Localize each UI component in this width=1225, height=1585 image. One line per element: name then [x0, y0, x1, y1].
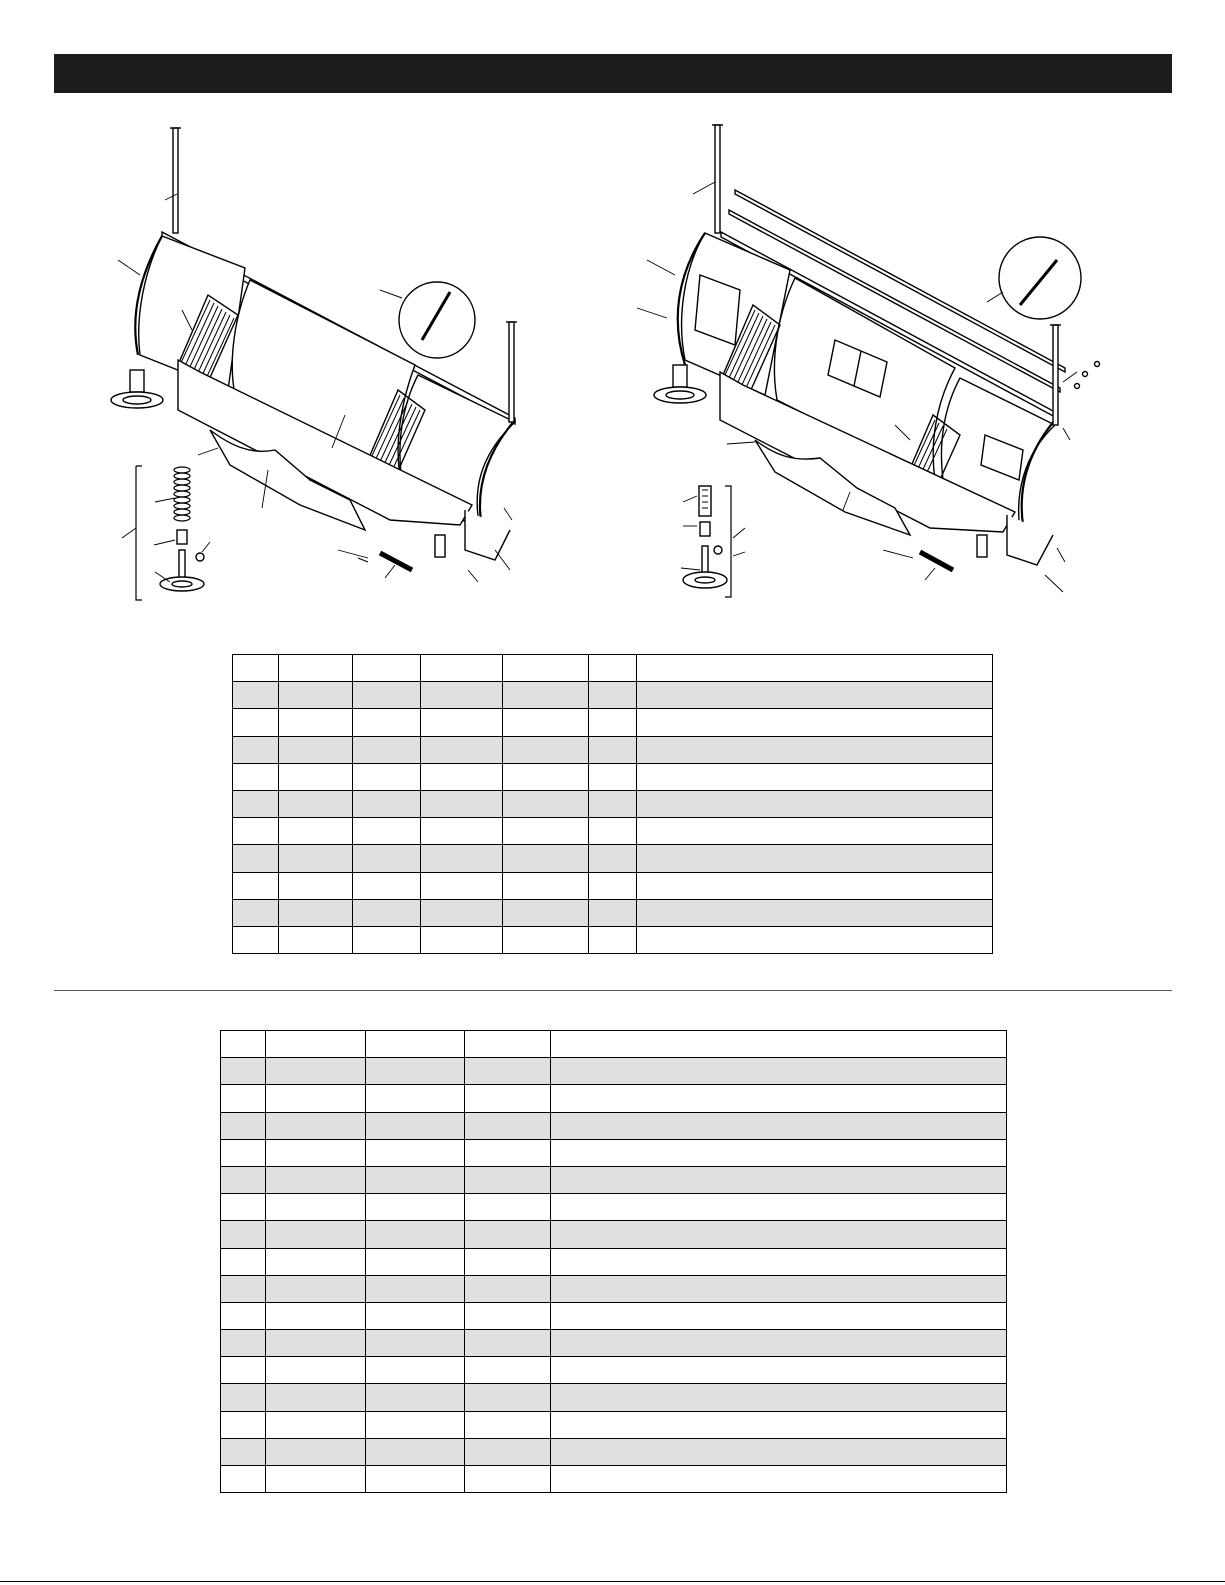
table-cell: [465, 1411, 551, 1438]
table-cell: [421, 736, 503, 763]
table-row: [221, 1248, 1007, 1275]
table-cell: [503, 655, 589, 682]
table-cell: [221, 1302, 266, 1329]
table-cell: [266, 1411, 366, 1438]
table-cell: [266, 1166, 366, 1193]
table-cell: [589, 763, 637, 790]
table-cell: [266, 1438, 366, 1465]
table-cell: [465, 1221, 551, 1248]
table-cell: [221, 1058, 266, 1085]
table-cell: [266, 1275, 366, 1302]
table-cell: [266, 1058, 366, 1085]
table-cell: [221, 1112, 266, 1139]
table-cell: [551, 1248, 1007, 1275]
table-cell: [465, 1357, 551, 1384]
table-cell: [366, 1248, 465, 1275]
table-cell: [465, 1302, 551, 1329]
table-cell: [233, 709, 279, 736]
parts-table-2: [220, 1030, 1007, 1493]
table-cell: [366, 1438, 465, 1465]
table-cell: [366, 1411, 465, 1438]
table-cell: [551, 1085, 1007, 1112]
table-cell: [221, 1139, 266, 1166]
parts-table-1: [232, 654, 993, 954]
table-cell: [421, 709, 503, 736]
left-marker-rod: [712, 125, 723, 233]
table-cell: [266, 1248, 366, 1275]
table-row: [221, 1058, 1007, 1085]
table-cell: [353, 845, 421, 872]
table-row: [221, 1166, 1007, 1193]
table-cell: [503, 682, 589, 709]
table-cell: [221, 1221, 266, 1248]
shoe-left: [654, 365, 706, 403]
table-cell: [589, 790, 637, 817]
table-cell: [366, 1384, 465, 1411]
table-cell: [279, 709, 353, 736]
shoe-left: [111, 370, 163, 408]
table-cell: [233, 655, 279, 682]
table-cell: [266, 1085, 366, 1112]
table-row: [221, 1330, 1007, 1357]
table-row: [221, 1357, 1007, 1384]
table-cell: [266, 1330, 366, 1357]
table-cell: [465, 1466, 551, 1493]
table-cell: [465, 1438, 551, 1465]
table-cell: [221, 1438, 266, 1465]
table-cell: [353, 926, 421, 953]
table-cell: [221, 1330, 266, 1357]
hinge-pin: [920, 552, 953, 570]
table-cell: [366, 1302, 465, 1329]
table-cell: [503, 872, 589, 899]
table-cell: [421, 845, 503, 872]
table-cell: [266, 1221, 366, 1248]
table-cell: [266, 1357, 366, 1384]
table-cell: [637, 655, 993, 682]
table-cell: [366, 1330, 465, 1357]
table-cell: [551, 1466, 1007, 1493]
table-cell: [551, 1275, 1007, 1302]
table-cell: [503, 790, 589, 817]
table-cell: [279, 763, 353, 790]
table-cell: [279, 845, 353, 872]
table-cell: [589, 872, 637, 899]
table-cell: [503, 709, 589, 736]
table-cell: [421, 926, 503, 953]
table-cell: [279, 736, 353, 763]
table-cell: [551, 1194, 1007, 1221]
table-cell: [421, 763, 503, 790]
table-cell: [589, 682, 637, 709]
table-cell: [589, 709, 637, 736]
table-cell: [637, 736, 993, 763]
table-cell: [503, 736, 589, 763]
table-cell: [366, 1031, 465, 1058]
edge-bolts: [1075, 362, 1100, 389]
table-row: [233, 682, 993, 709]
table-cell: [637, 709, 993, 736]
section-divider: [54, 990, 1172, 991]
table-cell: [233, 790, 279, 817]
table-cell: [266, 1031, 366, 1058]
table-cell: [421, 818, 503, 845]
table-cell: [637, 818, 993, 845]
shoe-assembly-exploded: [136, 466, 204, 600]
table-cell: [465, 1275, 551, 1302]
table-cell: [551, 1058, 1007, 1085]
bolt-detail-circle: [380, 282, 475, 358]
table-cell: [551, 1031, 1007, 1058]
table-row: [233, 926, 993, 953]
table-cell: [366, 1357, 465, 1384]
table-row: [233, 790, 993, 817]
table-cell: [589, 845, 637, 872]
table-cell: [637, 682, 993, 709]
table-cell: [233, 845, 279, 872]
bolt-detail-circle: [987, 237, 1081, 319]
table-cell: [266, 1112, 366, 1139]
table-row: [221, 1139, 1007, 1166]
table-row: [233, 845, 993, 872]
table-cell: [353, 655, 421, 682]
table-cell: [221, 1166, 266, 1193]
table-cell: [266, 1302, 366, 1329]
table-cell: [503, 818, 589, 845]
table-cell: [233, 818, 279, 845]
table-cell: [366, 1085, 465, 1112]
table-cell: [353, 709, 421, 736]
table-cell: [503, 899, 589, 926]
table-row: [233, 899, 993, 926]
page-bottom-rule: [0, 1581, 1225, 1582]
table-cell: [637, 872, 993, 899]
table-row: [221, 1112, 1007, 1139]
table-cell: [221, 1466, 266, 1493]
table-cell: [465, 1248, 551, 1275]
table-cell: [637, 926, 993, 953]
left-marker-rod: [170, 128, 181, 233]
table-cell: [421, 872, 503, 899]
table-cell: [551, 1438, 1007, 1465]
table-row: [233, 655, 993, 682]
table-cell: [279, 926, 353, 953]
table-row: [221, 1384, 1007, 1411]
table-cell: [233, 763, 279, 790]
table-cell: [266, 1139, 366, 1166]
table-cell: [353, 818, 421, 845]
table-cell: [279, 790, 353, 817]
table-cell: [366, 1139, 465, 1166]
table-cell: [279, 872, 353, 899]
table-cell: [221, 1248, 266, 1275]
table-cell: [589, 655, 637, 682]
table-cell: [421, 655, 503, 682]
table-row: [221, 1302, 1007, 1329]
table-cell: [353, 682, 421, 709]
table-cell: [465, 1085, 551, 1112]
table-cell: [353, 736, 421, 763]
table-cell: [221, 1031, 266, 1058]
table-cell: [233, 899, 279, 926]
table-cell: [221, 1194, 266, 1221]
table-cell: [551, 1357, 1007, 1384]
table-cell: [366, 1275, 465, 1302]
table-cell: [279, 818, 353, 845]
table-cell: [551, 1221, 1007, 1248]
table-cell: [279, 655, 353, 682]
table-cell: [279, 899, 353, 926]
table-cell: [551, 1302, 1007, 1329]
table-cell: [465, 1031, 551, 1058]
table-row: [233, 872, 993, 899]
table-cell: [637, 763, 993, 790]
table-cell: [421, 790, 503, 817]
table-cell: [589, 926, 637, 953]
table-cell: [221, 1085, 266, 1112]
table-cell: [503, 763, 589, 790]
table-cell: [221, 1411, 266, 1438]
table-cell: [465, 1194, 551, 1221]
table-cell: [589, 899, 637, 926]
table-cell: [503, 926, 589, 953]
table-cell: [465, 1139, 551, 1166]
table-cell: [353, 872, 421, 899]
table-cell: [279, 682, 353, 709]
table-cell: [233, 872, 279, 899]
table-cell: [465, 1330, 551, 1357]
plow-exploded-diagram-right: [625, 110, 1125, 615]
table-row: [221, 1031, 1007, 1058]
table-cell: [233, 682, 279, 709]
table-cell: [551, 1330, 1007, 1357]
table-cell: [551, 1384, 1007, 1411]
table-cell: [366, 1466, 465, 1493]
table-cell: [266, 1194, 366, 1221]
table-cell: [221, 1357, 266, 1384]
table-cell: [366, 1112, 465, 1139]
table-cell: [637, 899, 993, 926]
table-row: [221, 1221, 1007, 1248]
table-cell: [221, 1275, 266, 1302]
table-cell: [637, 790, 993, 817]
hinge-pin: [358, 553, 412, 570]
table-cell: [221, 1384, 266, 1411]
plow-exploded-diagram-left: [100, 110, 560, 615]
table-cell: [366, 1166, 465, 1193]
table-row: [221, 1438, 1007, 1465]
table-row: [221, 1085, 1007, 1112]
table-cell: [233, 736, 279, 763]
table-cell: [503, 845, 589, 872]
table-cell: [366, 1058, 465, 1085]
table-row: [221, 1194, 1007, 1221]
table-cell: [421, 899, 503, 926]
table-cell: [551, 1112, 1007, 1139]
table-cell: [551, 1139, 1007, 1166]
shoe-assembly-exploded: [683, 486, 731, 597]
table-cell: [637, 845, 993, 872]
table-cell: [589, 818, 637, 845]
table-cell: [465, 1166, 551, 1193]
table-cell: [266, 1466, 366, 1493]
table-cell: [233, 926, 279, 953]
table-cell: [551, 1166, 1007, 1193]
table-row: [233, 763, 993, 790]
table-cell: [421, 682, 503, 709]
section-header-bar: [54, 54, 1172, 93]
table-cell: [589, 736, 637, 763]
table-cell: [551, 1411, 1007, 1438]
table-cell: [465, 1384, 551, 1411]
table-cell: [353, 899, 421, 926]
table-row: [221, 1466, 1007, 1493]
table-row: [233, 736, 993, 763]
table-row: [221, 1411, 1007, 1438]
table-cell: [353, 763, 421, 790]
table-row: [221, 1275, 1007, 1302]
table-cell: [353, 790, 421, 817]
table-row: [233, 818, 993, 845]
table-cell: [465, 1112, 551, 1139]
table-row: [233, 709, 993, 736]
table-cell: [266, 1384, 366, 1411]
right-marker-rod: [506, 322, 517, 422]
table-cell: [366, 1221, 465, 1248]
table-cell: [465, 1058, 551, 1085]
table-cell: [366, 1194, 465, 1221]
